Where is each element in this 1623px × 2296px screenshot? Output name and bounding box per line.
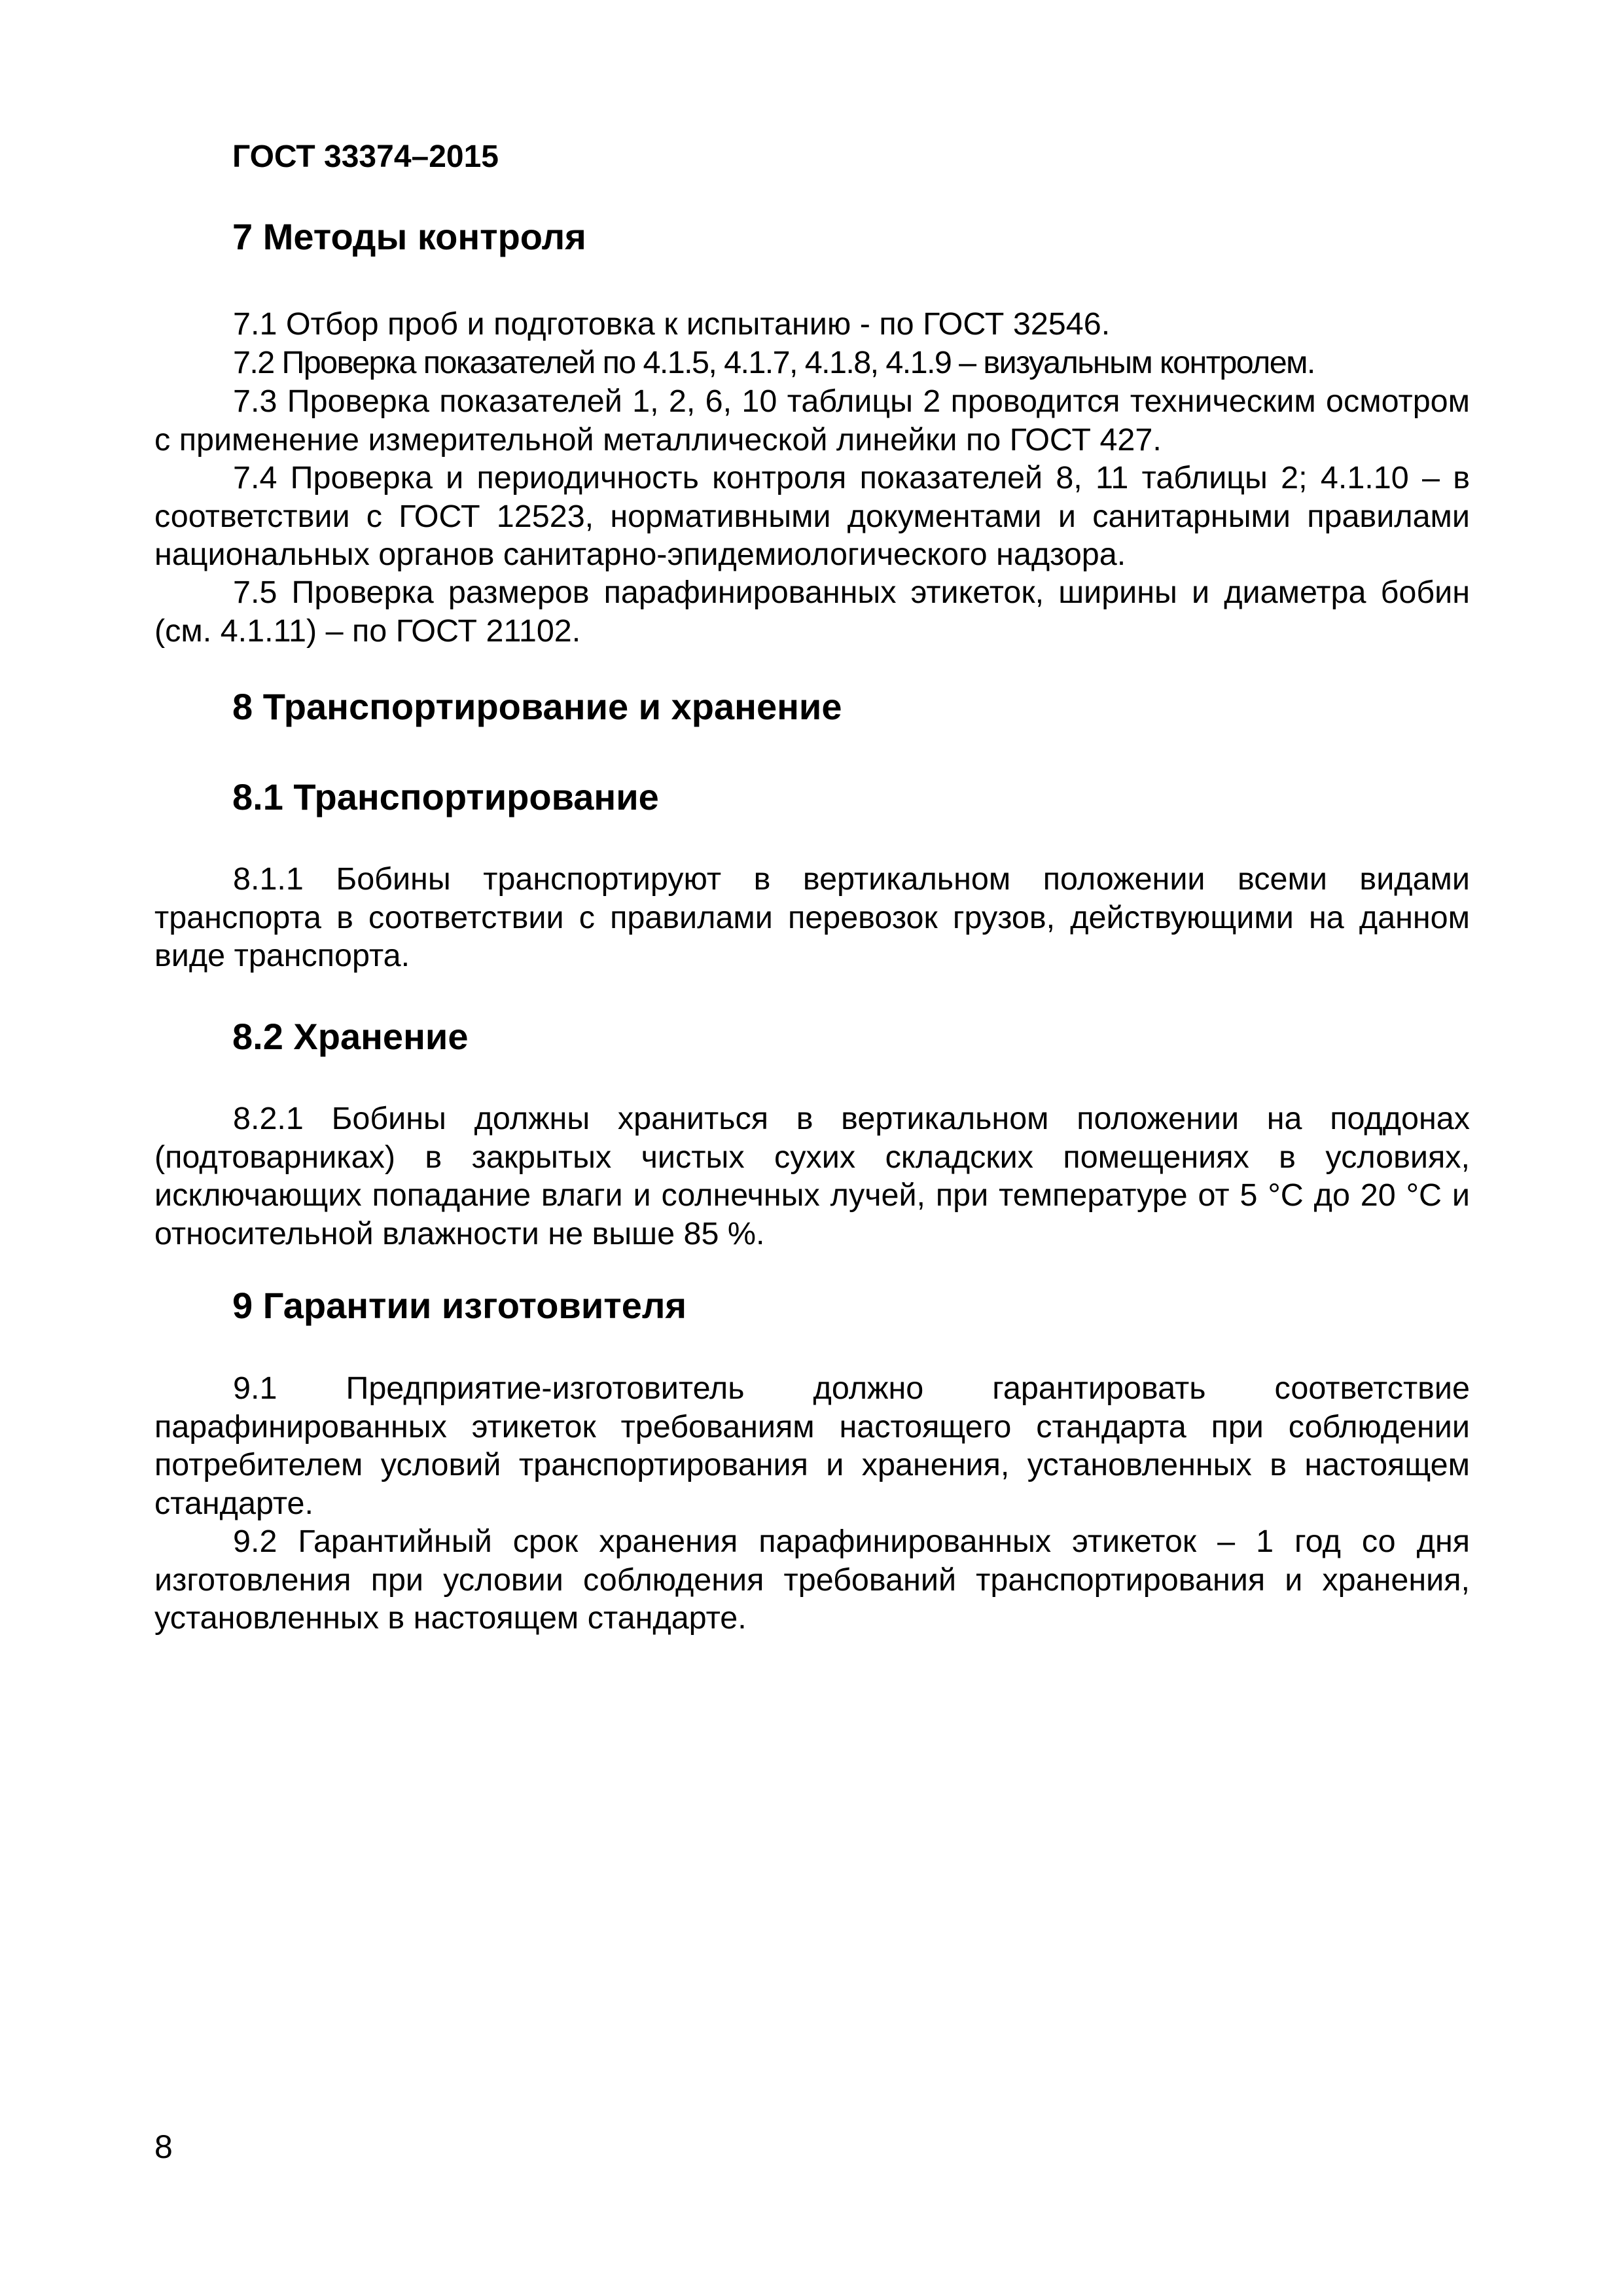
page-number: 8 xyxy=(154,2128,173,2165)
paragraph-7-4: 7.4 Проверка и периодичность контроля показателей 8, 11 таблицы 2; 4.1.10 – в соответствии с ГОСТ 12523, нормативными документами и санитарными правилами национальных органов санитарно-эпидемиологического надзора. xyxy=(154,460,1470,572)
paragraph-7-1: 7.1 Отбор проб и подготовка к испытанию - по ГОСТ 32546. xyxy=(233,306,1111,342)
paragraph-7-3: 7.3 Проверка показателей 1, 2, 6, 10 таблицы 2 проводится техническим осмотром с применение измерительной металлической линейки по ГОСТ 427. xyxy=(154,384,1470,457)
paragraph-7-5: 7.5 Проверка размеров парафинированных этикеток, ширины и диаметра бобин (см. 4.1.11) – по ГОСТ 21102. xyxy=(154,575,1470,649)
paragraph-8-1-1: 8.1.1 Бобины транспортируют в вертикальном положении всеми видами транспорта в соответствии с правилами перевозок грузов, действующими на данном виде транспорта. xyxy=(154,861,1470,973)
section-7-heading: 7 Методы контроля xyxy=(232,216,586,257)
paragraph-9-2: 9.2 Гарантийный срок хранения парафинированных этикеток – 1 год со дня изготовления при условии соблюдения требований транспортирования и хранения, установленных в настоящем стандарте. xyxy=(154,1524,1470,1636)
paragraph-7-2: 7.2 Проверка показателей по 4.1.5, 4.1.7, 4.1.8, 4.1.9 – визуальным контролем. xyxy=(233,345,1315,380)
paragraph-8-2-1: 8.2.1 Бобины должны храниться в вертикальном положении на поддонах (подтоварниках) в закрытых чистых сухих складских помещениях в условиях, исключающих попадание влаги и солнечных лучей, при температуре от 5 °С до 20 °С и относительной влажности не выше 85 %. xyxy=(154,1101,1470,1251)
subsection-8-1-heading: 8.1 Транспортирование xyxy=(232,776,659,817)
paragraph-9-1: 9.1 Предприятие-изготовитель должно гарантировать соответствие парафинированных этикеток требованиям настоящего стандарта при соблюдении потребителем условий транспортирования и хранения, установленных в настоящем стандарте. xyxy=(154,1371,1470,1521)
section-9-heading: 9 Гарантии изготовителя xyxy=(232,1285,687,1326)
document-code-header: ГОСТ 33374–2015 xyxy=(232,139,499,174)
section-8-heading: 8 Транспортирование и хранение xyxy=(232,686,842,727)
subsection-8-2-heading: 8.2 Хранение xyxy=(232,1016,469,1057)
